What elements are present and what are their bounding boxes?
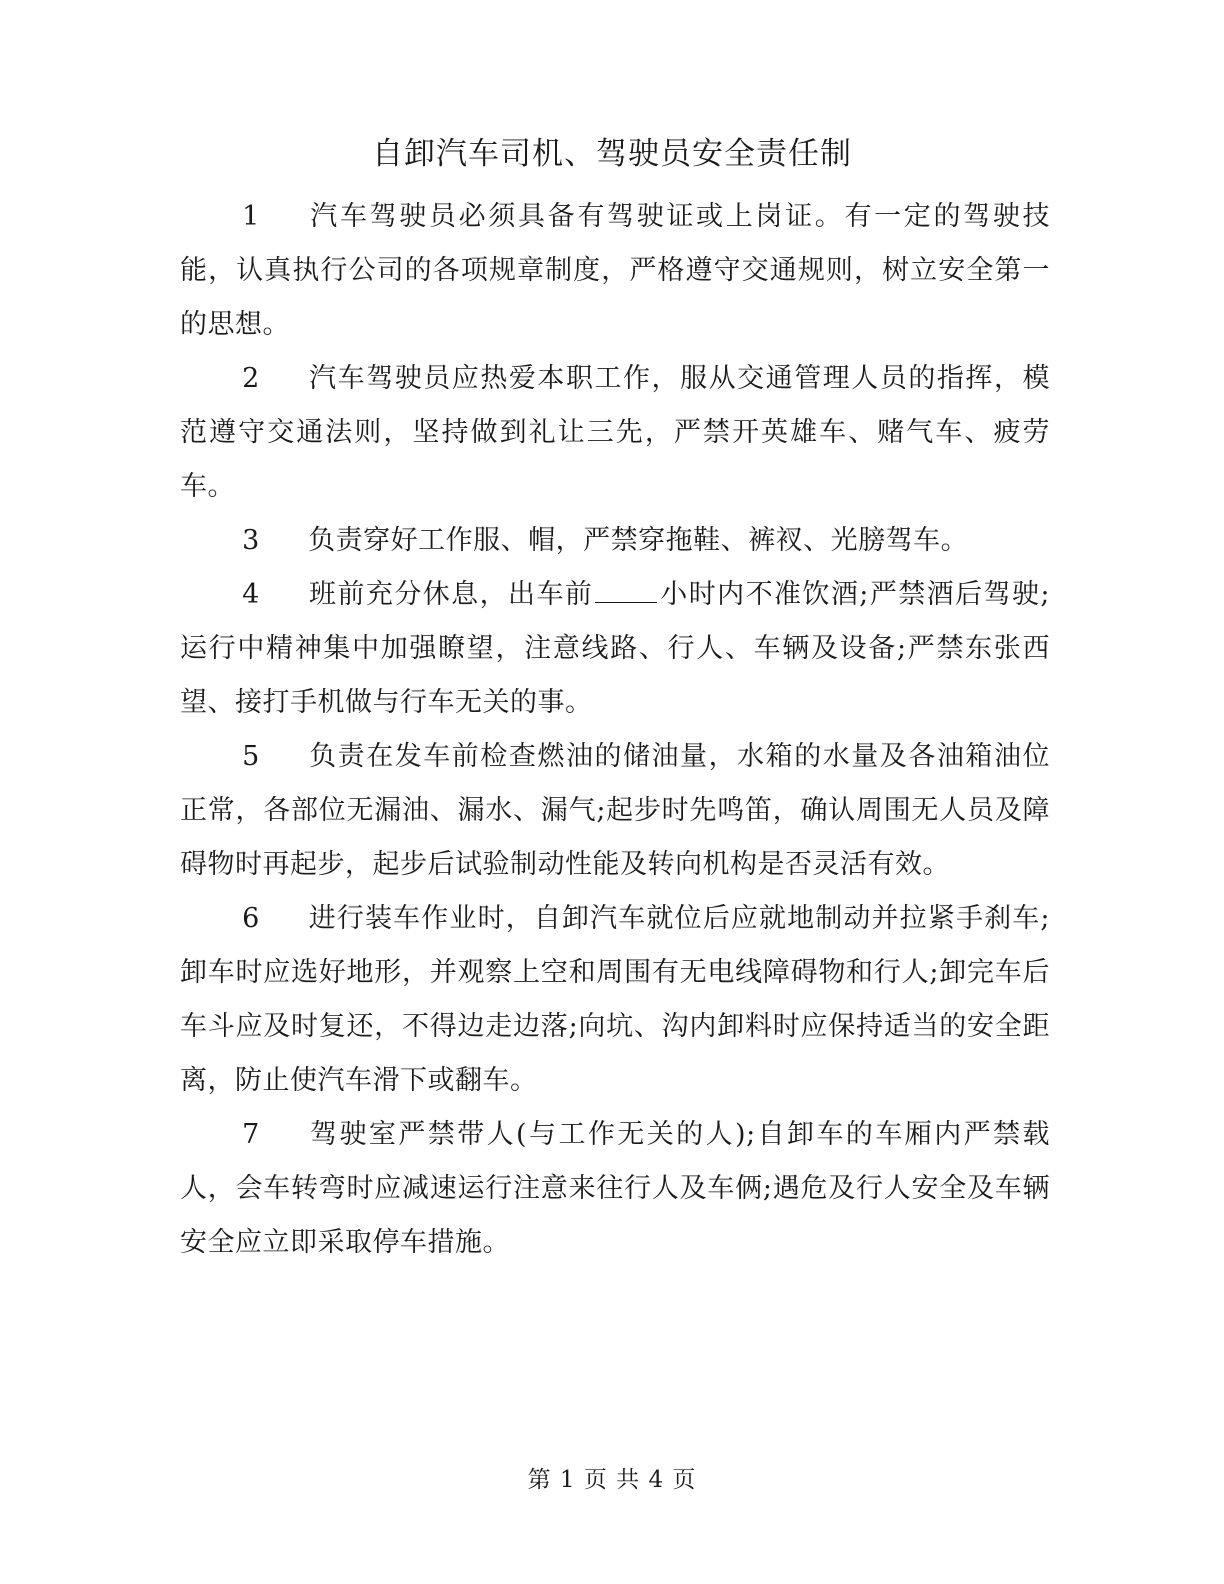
paragraph-text: 负责在发车前检查燃油的储油量，水箱的水量及各油箱油位正常，各部位无漏油、漏水、漏气;起步时先鸣笛，确认周围无人员及障碍物时再起步，起步后试验制动性能及转向机构是否灵活有效。 (180, 741, 1050, 880)
paragraph-text-after-blank: 小时内不准饮酒;严禁酒后驾驶;运行中精神集中加强瞭望，注意线路、行人、车辆及设备;严禁东张西望、接打手机做与行车无关的事。 (180, 579, 1050, 718)
page-footer: 第 1 页 共 4 页 (527, 1467, 697, 1493)
paragraph-6 (180, 892, 1050, 1108)
paragraph-5 (180, 730, 1050, 892)
document-body (180, 190, 1050, 1270)
paragraph-1 (180, 190, 1050, 352)
paragraph-number: 2 (242, 363, 260, 394)
paragraph-number: 1 (242, 201, 260, 232)
paragraph-text-before-blank: 班前充分休息，出车前 (308, 579, 594, 610)
paragraph-text: 进行装车作业时，自卸汽车就位后应就地制动并拉紧手刹车;卸车时应选好地形，并观察上空和周围有无电线障碍物和行人;卸完车后车斗应及时复还，不得边走边落;向坑、沟内卸料时应保持适当的安全距离，防止使汽车滑下或翻车。 (180, 903, 1050, 1096)
paragraph-text: 汽车驾驶员必须具备有驾驶证或上岗证。有一定的驾驶技能，认真执行公司的各项规章制度，严格遵守交通规则，树立安全第一的思想。 (180, 201, 1050, 340)
document-title: 自卸汽车司机、驾驶员安全责任制 (372, 136, 852, 172)
paragraph-number: 5 (242, 741, 260, 772)
paragraph-number: 6 (242, 903, 260, 934)
paragraph-number: 3 (242, 525, 260, 556)
paragraph-text: 汽车驾驶员应热爱本职工作，服从交通管理人员的指挥，模范遵守交通法则，坚持做到礼让三先，严禁开英雄车、赌气车、疲劳车。 (180, 363, 1050, 502)
paragraph-number: 7 (242, 1119, 260, 1150)
paragraph-text: 负责穿好工作服、帽，严禁穿拖鞋、裤衩、光膀驾车。 (308, 525, 969, 556)
paragraph-4 (180, 568, 1050, 730)
paragraph-text: 驾驶室严禁带人(与工作无关的人);自卸车的车厢内严禁载人，会车转弯时应减速运行注意来往行人及车俩;遇危及行人安全及车辆安全应立即采取停车措施。 (180, 1119, 1050, 1258)
fill-in-blank (595, 580, 657, 603)
paragraph-3 (180, 514, 1050, 568)
paragraph-number: 4 (242, 579, 260, 610)
paragraph-7 (180, 1108, 1050, 1270)
paragraph-2 (180, 352, 1050, 514)
